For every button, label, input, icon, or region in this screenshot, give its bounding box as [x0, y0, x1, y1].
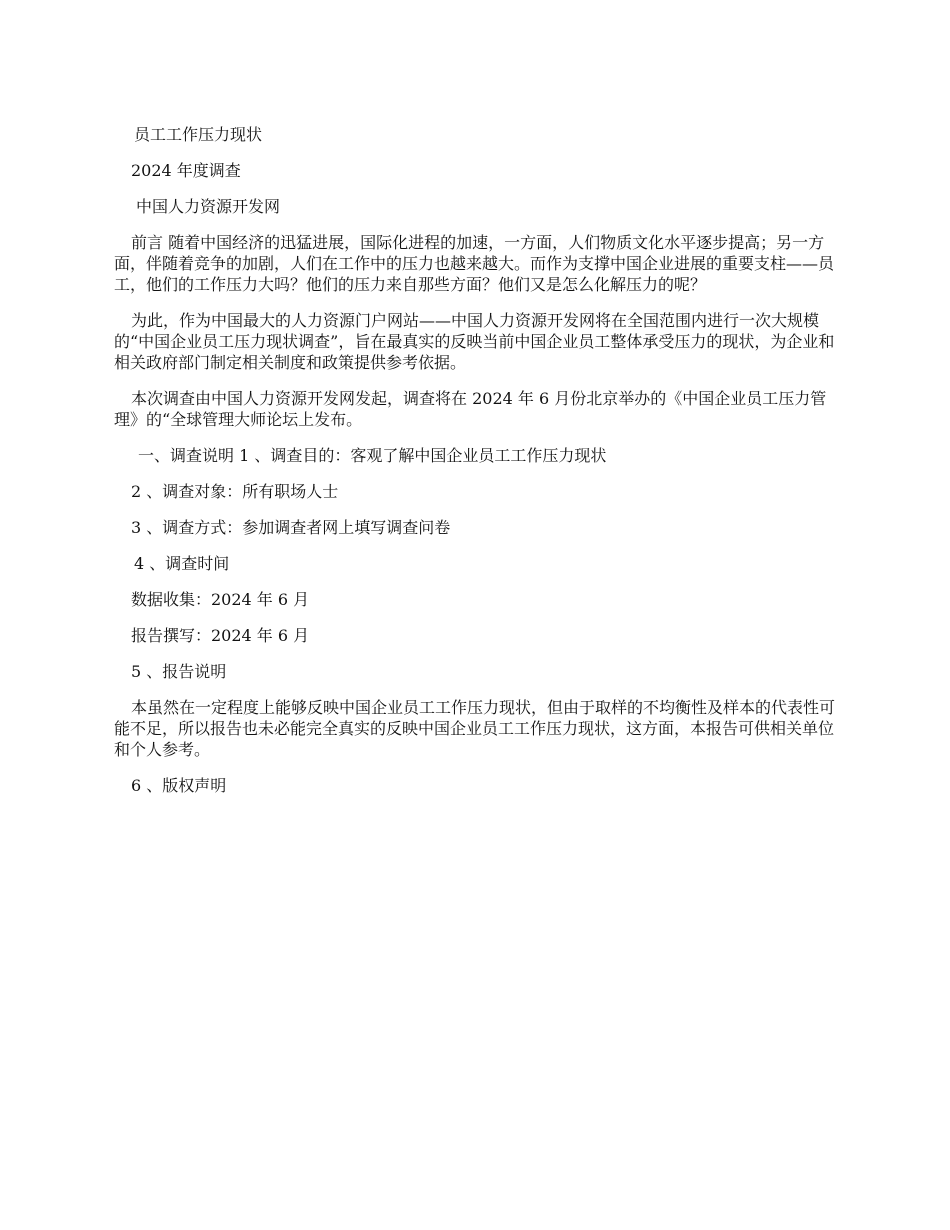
section-item-6: 6 、版权声明: [131, 776, 227, 795]
section-item-3: 3 、调查方式：参加调查者网上填写调查问卷: [131, 518, 451, 537]
survey-year: 2024 年度调查: [131, 161, 241, 180]
section-item-1: 一、调查说明 1 、调查目的：客观了解中国企业员工工作压力现状: [138, 446, 607, 465]
sponsor-paragraph: 本次调查由中国人力资源开发网发起，调查将在 2024 年 6 月份北京举办的《中国企业员工压力管理》的“全球管理大师论坛上发布。: [114, 389, 827, 429]
purpose-paragraph: 为此，作为中国最大的人力资源门户网站——中国人力资源开发网将在全国范围内进行一次大规模的“中国企业员工压力现状调查”，旨在最真实的反映当前中国企业员工整体承受压力的现状，为企业和相关政府部门制定相关制度和政策提供参考依据。: [114, 311, 835, 372]
document-body: [114, 124, 840, 811]
section-item-5: 5 、报告说明: [131, 662, 227, 681]
document-title: 员工工作压力现状: [134, 125, 263, 144]
preface-paragraph: 前言 随着中国经济的迅猛进展，国际化进程的加速，一方面，人们物质文化水平逐步提高；另一方面，伴随着竞争的加剧，人们在工作中的压力也越来越大。而作为支撑中国企业进展的重要支柱——员工，他们的工作压力大吗？他们的压力来自那些方面？他们又是怎么化解压力的呢？: [114, 233, 835, 294]
report-note-paragraph: 本虽然在一定程度上能够反映中国企业员工工作压力现状，但由于取样的不均衡性及样本的代表性可能不足，所以报告也未必能完全真实的反映中国企业员工工作压力现状，这方面，本报告可供相关单位和个人参考。: [114, 698, 836, 759]
section-item-4: 4 、调查时间: [134, 554, 230, 573]
section-item-2: 2 、调查对象：所有职场人士: [131, 482, 339, 501]
data-collection-line: 数据收集：2024 年 6 月: [131, 590, 310, 609]
organization-name: 中国人力资源开发网: [136, 197, 281, 216]
report-writing-line: 报告撰写：2024 年 6 月: [131, 626, 310, 645]
